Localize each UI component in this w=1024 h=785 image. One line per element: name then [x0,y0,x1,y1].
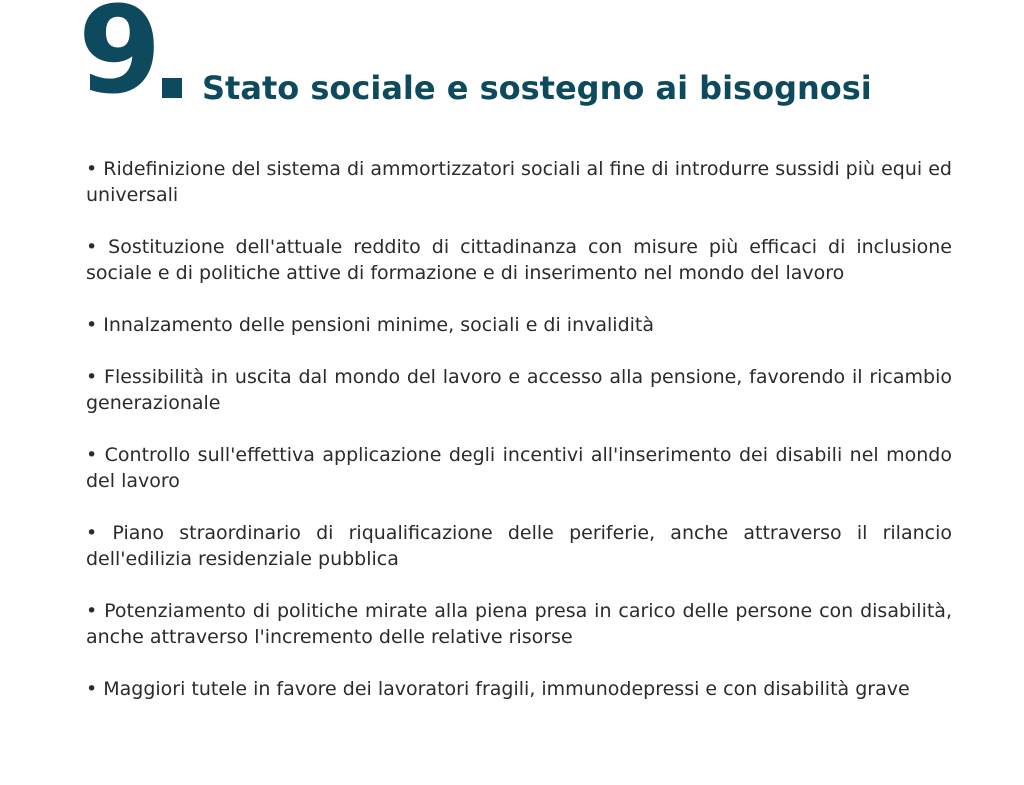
list-item: • Controllo sull'effettiva applicazione degli incentivi all'inserimento dei disabili nel mondo del lavoro [86,444,952,492]
list-item: • Maggiori tutele in favore dei lavoratori fragili, immunodepressi e con disabilità grave [86,678,910,700]
list-item: • Potenziamento di politiche mirate alla piena presa in carico delle persone con disabilità, anche attraverso l'incremento delle relative risorse [86,600,952,648]
section-number: 9 [78,0,156,121]
bullet-list [86,156,952,702]
square-bullet-icon [162,78,182,98]
section-title: Stato sociale e sostegno ai bisognosi [202,69,872,107]
list-item: • Sostituzione dell'attuale reddito di cittadinanza con misure più efficaci di inclusione sociale e di politiche attive di formazione e di inserimento nel mondo del lavoro [86,236,952,284]
list-item: • Flessibilità in uscita dal mondo del lavoro e accesso alla pensione, favorendo il ricambio generazionale [86,366,952,414]
section-header [78,0,978,120]
list-item: • Innalzamento delle pensioni minime, sociali e di invalidità [86,314,654,336]
list-item: • Ridefinizione del sistema di ammortizzatori sociali al fine di introdurre sussidi più equi ed universali [86,158,952,206]
list-item: • Piano straordinario di riqualificazione delle periferie, anche attraverso il rilancio dell'edilizia residenziale pubblica [86,522,952,570]
